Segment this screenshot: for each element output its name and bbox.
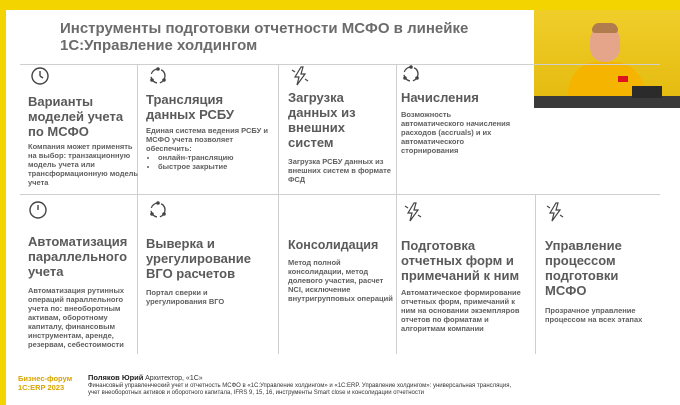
event-line2: 1С:ERP 2023 (18, 383, 65, 392)
clock-icon (30, 66, 50, 86)
card-title: Загрузка данных из внешних систем (288, 90, 356, 150)
card-title: Трансляция данных РСБУ (146, 92, 234, 122)
top-accent-band (0, 0, 680, 10)
card-bullets (146, 153, 274, 171)
card-title: Варианты моделей учета по МСФО (28, 94, 124, 139)
divider-row-middle (20, 194, 660, 195)
speaker-caption (88, 374, 668, 397)
card-text (146, 126, 274, 171)
card-text: Метод полной консолидации, метод долевого участия, расчет NCI, исключение внутригрупповых операций (288, 258, 393, 303)
divider-row1-top (20, 64, 660, 65)
slide-title-line1: Инструменты подготовки отчетности МСФО в линейке (60, 20, 469, 37)
left-accent-bar (0, 0, 6, 405)
card-text: Автоматизация рутинных операций параллельного учета по: внеоборотным активам, оборотному капиталу, финансовым инструментам, аренде, резервам, себестоимости (28, 286, 125, 349)
card-text: Портал сверки и урегулирования ВГО (146, 288, 225, 306)
speaker-name: Поляков Юрий (88, 373, 144, 382)
card-title: Автоматизация параллельного учета (28, 234, 128, 279)
card-title: Выверка и урегулирование ВГО расчетов (146, 236, 251, 281)
talk-desc-line1: Финансовый управленческий учет и отчетность МСФО в «1С:Управление холдингом» и «1С:ERP. Управление холдингом»: универсальная трансляция, (88, 383, 512, 389)
card-title: Консолидация (288, 238, 379, 252)
cycle-icon (148, 66, 168, 86)
divider-col3 (396, 64, 397, 354)
event-line1: Бизнес-форум (18, 374, 73, 383)
card-title: Начисления (401, 90, 479, 105)
lightning-icon (290, 66, 310, 86)
cycle-icon (401, 64, 421, 84)
card-text-lead: Единая система ведения РСБУ и МСФО учета позволяет обеспечить: (146, 126, 268, 153)
slide-title (60, 20, 530, 54)
card-text: Загрузка РСБУ данных из внешних систем в формате ФСД (288, 157, 391, 184)
clock-icon (28, 200, 48, 220)
cycle-icon (148, 200, 168, 220)
bullet-item: • быстрое закрытие (158, 162, 274, 171)
slide-title-line2: 1С:Управление холдингом (60, 37, 258, 54)
divider-col4 (535, 194, 536, 354)
divider-col1 (137, 64, 138, 354)
event-label (18, 374, 72, 392)
card-title: Управление процессом подготовки МСФО (545, 238, 622, 298)
divider-col2 (278, 64, 279, 354)
card-text: Прозрачное управление процессом на всех этапах (545, 306, 643, 324)
lightning-icon (403, 202, 423, 222)
card-text: Возможность автоматического начисления расходов (accruals) и их автоматического сторнирования (401, 110, 511, 155)
card-text: Компания может применять на выбор: транзакционную модель учета или трансформационную модель учета (28, 142, 139, 187)
speaker-hair (592, 23, 618, 33)
speaker-role: Архитектор, «1С» (145, 375, 203, 382)
card-title: Подготовка отчетных форм и примечаний к ним (401, 238, 520, 283)
speaker-video (534, 10, 680, 108)
laptop (632, 86, 662, 98)
shirt-logo (618, 76, 628, 82)
card-text: Автоматическое формирование отчетных форм, примечаний к ним на основании экземпляров отчетов по форматам и алгоритмам компании (401, 288, 521, 333)
lightning-icon (545, 202, 565, 222)
bullet-item: • онлайн-трансляцию (158, 153, 274, 162)
talk-desc-line2: учет внеоборотных активов и оборотного капитала, IFRS 9, 15, 16, инструменты Smart close и консолидации отчетности (88, 390, 424, 396)
